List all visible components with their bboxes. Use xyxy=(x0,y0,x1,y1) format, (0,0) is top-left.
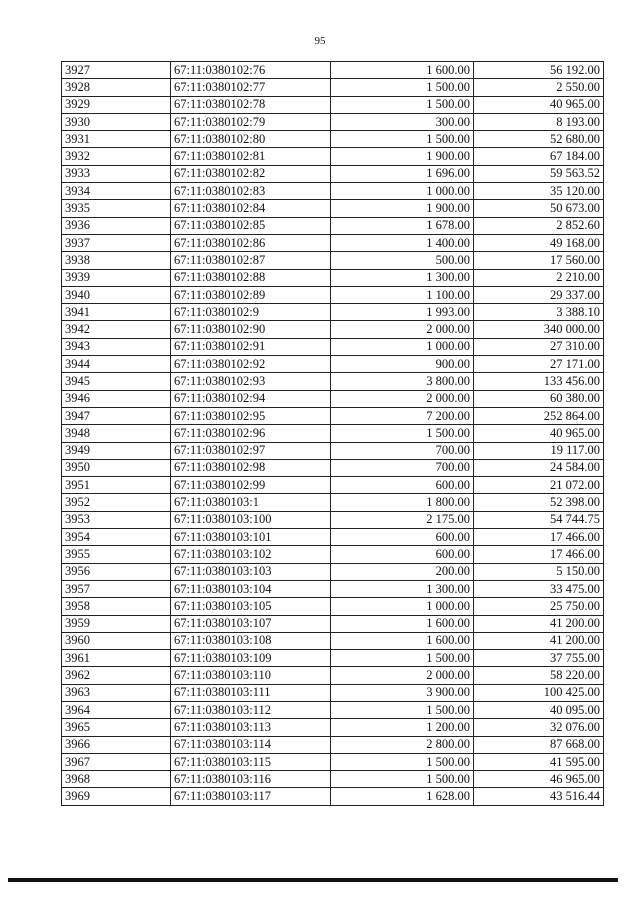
table-row xyxy=(62,425,604,442)
row-number-cell: 3951 xyxy=(62,477,171,494)
area-cell: 1 600.00 xyxy=(331,632,474,649)
value-cell: 58 220.00 xyxy=(474,667,604,684)
page-number: 95 xyxy=(314,35,326,47)
table-row xyxy=(62,632,604,649)
value-cell: 252 864.00 xyxy=(474,407,604,424)
row-number-cell: 3961 xyxy=(62,650,171,667)
cadastral-number-cell: 67:11:0380103:105 xyxy=(171,598,331,615)
table-row xyxy=(62,234,604,251)
row-number-cell: 3937 xyxy=(62,234,171,251)
area-cell: 7 200.00 xyxy=(331,407,474,424)
area-cell: 600.00 xyxy=(331,529,474,546)
table-row xyxy=(62,684,604,701)
row-number-cell: 3969 xyxy=(62,788,171,805)
area-cell: 700.00 xyxy=(331,442,474,459)
row-number-cell: 3960 xyxy=(62,632,171,649)
table-row xyxy=(62,390,604,407)
table-row xyxy=(62,563,604,580)
area-cell: 1 500.00 xyxy=(331,131,474,148)
value-cell: 17 466.00 xyxy=(474,546,604,563)
value-cell: 21 072.00 xyxy=(474,477,604,494)
cadastral-number-cell: 67:11:0380103:102 xyxy=(171,546,331,563)
cadastral-number-cell: 67:11:0380102:84 xyxy=(171,200,331,217)
area-cell: 1 200.00 xyxy=(331,719,474,736)
table-row xyxy=(62,113,604,130)
table-row xyxy=(62,736,604,753)
cadastral-number-cell: 67:11:0380102:89 xyxy=(171,286,331,303)
row-number-cell: 3944 xyxy=(62,356,171,373)
row-number-cell: 3947 xyxy=(62,407,171,424)
cadastral-number-cell: 67:11:0380102:76 xyxy=(171,62,331,79)
bottom-rule xyxy=(8,878,618,882)
value-cell: 27 310.00 xyxy=(474,338,604,355)
row-number-cell: 3966 xyxy=(62,736,171,753)
row-number-cell: 3953 xyxy=(62,511,171,528)
row-number-cell: 3931 xyxy=(62,131,171,148)
area-cell: 600.00 xyxy=(331,546,474,563)
table-row xyxy=(62,321,604,338)
area-cell: 200.00 xyxy=(331,563,474,580)
table-row xyxy=(62,96,604,113)
row-number-cell: 3968 xyxy=(62,771,171,788)
area-cell: 1 300.00 xyxy=(331,580,474,597)
row-number-cell: 3967 xyxy=(62,753,171,770)
value-cell: 25 750.00 xyxy=(474,598,604,615)
table-row xyxy=(62,701,604,718)
table-row xyxy=(62,753,604,770)
cadastral-number-cell: 67:11:0380103:1 xyxy=(171,494,331,511)
value-cell: 35 120.00 xyxy=(474,183,604,200)
value-cell: 17 466.00 xyxy=(474,529,604,546)
row-number-cell: 3945 xyxy=(62,373,171,390)
cadastral-number-cell: 67:11:0380103:107 xyxy=(171,615,331,632)
cadastral-number-cell: 67:11:0380102:82 xyxy=(171,165,331,182)
cadastral-number-cell: 67:11:0380103:113 xyxy=(171,719,331,736)
table-row xyxy=(62,598,604,615)
area-cell: 2 000.00 xyxy=(331,667,474,684)
table-row xyxy=(62,252,604,269)
row-number-cell: 3929 xyxy=(62,96,171,113)
cadastral-number-cell: 67:11:0380102:87 xyxy=(171,252,331,269)
cadastral-number-cell: 67:11:0380102:86 xyxy=(171,234,331,251)
area-cell: 1 993.00 xyxy=(331,304,474,321)
cadastral-number-cell: 67:11:0380102:78 xyxy=(171,96,331,113)
table-row xyxy=(62,131,604,148)
row-number-cell: 3933 xyxy=(62,165,171,182)
area-cell: 1 600.00 xyxy=(331,62,474,79)
table-row xyxy=(62,546,604,563)
row-number-cell: 3964 xyxy=(62,701,171,718)
cadastral-number-cell: 67:11:0380102:98 xyxy=(171,459,331,476)
value-cell: 41 595.00 xyxy=(474,753,604,770)
value-cell: 340 000.00 xyxy=(474,321,604,338)
row-number-cell: 3928 xyxy=(62,79,171,96)
value-cell: 29 337.00 xyxy=(474,286,604,303)
area-cell: 1 600.00 xyxy=(331,615,474,632)
area-cell: 2 175.00 xyxy=(331,511,474,528)
area-cell: 1 300.00 xyxy=(331,269,474,286)
value-cell: 100 425.00 xyxy=(474,684,604,701)
table-row xyxy=(62,719,604,736)
table-row xyxy=(62,771,604,788)
row-number-cell: 3946 xyxy=(62,390,171,407)
value-cell: 17 560.00 xyxy=(474,252,604,269)
table-row xyxy=(62,286,604,303)
row-number-cell: 3940 xyxy=(62,286,171,303)
value-cell: 87 668.00 xyxy=(474,736,604,753)
value-cell: 8 193.00 xyxy=(474,113,604,130)
value-cell: 40 965.00 xyxy=(474,425,604,442)
row-number-cell: 3950 xyxy=(62,459,171,476)
table-row xyxy=(62,494,604,511)
table-row xyxy=(62,183,604,200)
row-number-cell: 3962 xyxy=(62,667,171,684)
table-row xyxy=(62,200,604,217)
cadastral-table xyxy=(61,61,604,806)
area-cell: 1 000.00 xyxy=(331,338,474,355)
table-row xyxy=(62,356,604,373)
value-cell: 52 398.00 xyxy=(474,494,604,511)
area-cell: 600.00 xyxy=(331,477,474,494)
area-cell: 1 900.00 xyxy=(331,200,474,217)
row-number-cell: 3956 xyxy=(62,563,171,580)
value-cell: 52 680.00 xyxy=(474,131,604,148)
row-number-cell: 3932 xyxy=(62,148,171,165)
table-row xyxy=(62,148,604,165)
table-row xyxy=(62,580,604,597)
value-cell: 2 210.00 xyxy=(474,269,604,286)
area-cell: 700.00 xyxy=(331,459,474,476)
area-cell: 1 000.00 xyxy=(331,598,474,615)
value-cell: 40 965.00 xyxy=(474,96,604,113)
table-row xyxy=(62,217,604,234)
value-cell: 133 456.00 xyxy=(474,373,604,390)
cadastral-number-cell: 67:11:0380102:95 xyxy=(171,407,331,424)
area-cell: 1 900.00 xyxy=(331,148,474,165)
row-number-cell: 3963 xyxy=(62,684,171,701)
cadastral-number-cell: 67:11:0380103:112 xyxy=(171,701,331,718)
row-number-cell: 3942 xyxy=(62,321,171,338)
row-number-cell: 3955 xyxy=(62,546,171,563)
cadastral-number-cell: 67:11:0380103:110 xyxy=(171,667,331,684)
row-number-cell: 3954 xyxy=(62,529,171,546)
row-number-cell: 3939 xyxy=(62,269,171,286)
area-cell: 2 000.00 xyxy=(331,390,474,407)
area-cell: 1 000.00 xyxy=(331,183,474,200)
value-cell: 3 388.10 xyxy=(474,304,604,321)
table-row xyxy=(62,79,604,96)
area-cell: 1 500.00 xyxy=(331,79,474,96)
cadastral-number-cell: 67:11:0380102:94 xyxy=(171,390,331,407)
value-cell: 54 744.75 xyxy=(474,511,604,528)
value-cell: 50 673.00 xyxy=(474,200,604,217)
row-number-cell: 3927 xyxy=(62,62,171,79)
area-cell: 1 678.00 xyxy=(331,217,474,234)
area-cell: 1 696.00 xyxy=(331,165,474,182)
cadastral-number-cell: 67:11:0380102:9 xyxy=(171,304,331,321)
row-number-cell: 3941 xyxy=(62,304,171,321)
row-number-cell: 3949 xyxy=(62,442,171,459)
row-number-cell: 3965 xyxy=(62,719,171,736)
row-number-cell: 3936 xyxy=(62,217,171,234)
table-row xyxy=(62,62,604,79)
table-row xyxy=(62,269,604,286)
area-cell: 1 500.00 xyxy=(331,425,474,442)
area-cell: 1 500.00 xyxy=(331,650,474,667)
area-cell: 500.00 xyxy=(331,252,474,269)
row-number-cell: 3957 xyxy=(62,580,171,597)
area-cell: 1 500.00 xyxy=(331,753,474,770)
row-number-cell: 3934 xyxy=(62,183,171,200)
value-cell: 19 117.00 xyxy=(474,442,604,459)
table-body xyxy=(62,62,604,806)
cadastral-number-cell: 67:11:0380102:99 xyxy=(171,477,331,494)
row-number-cell: 3935 xyxy=(62,200,171,217)
area-cell: 1 400.00 xyxy=(331,234,474,251)
table-row xyxy=(62,442,604,459)
table-row xyxy=(62,304,604,321)
table-row xyxy=(62,338,604,355)
cadastral-number-cell: 67:11:0380102:79 xyxy=(171,113,331,130)
value-cell: 56 192.00 xyxy=(474,62,604,79)
value-cell: 59 563.52 xyxy=(474,165,604,182)
table-row xyxy=(62,667,604,684)
cadastral-number-cell: 67:11:0380102:80 xyxy=(171,131,331,148)
value-cell: 37 755.00 xyxy=(474,650,604,667)
cadastral-number-cell: 67:11:0380103:108 xyxy=(171,632,331,649)
row-number-cell: 3948 xyxy=(62,425,171,442)
value-cell: 41 200.00 xyxy=(474,615,604,632)
area-cell: 300.00 xyxy=(331,113,474,130)
value-cell: 67 184.00 xyxy=(474,148,604,165)
cadastral-number-cell: 67:11:0380103:104 xyxy=(171,580,331,597)
area-cell: 3 800.00 xyxy=(331,373,474,390)
value-cell: 2 550.00 xyxy=(474,79,604,96)
value-cell: 27 171.00 xyxy=(474,356,604,373)
cadastral-number-cell: 67:11:0380102:77 xyxy=(171,79,331,96)
area-cell: 1 500.00 xyxy=(331,771,474,788)
value-cell: 33 475.00 xyxy=(474,580,604,597)
value-cell: 46 965.00 xyxy=(474,771,604,788)
area-cell: 2 800.00 xyxy=(331,736,474,753)
value-cell: 24 584.00 xyxy=(474,459,604,476)
value-cell: 49 168.00 xyxy=(474,234,604,251)
area-cell: 900.00 xyxy=(331,356,474,373)
value-cell: 32 076.00 xyxy=(474,719,604,736)
table-row xyxy=(62,615,604,632)
cadastral-number-cell: 67:11:0380103:117 xyxy=(171,788,331,805)
cadastral-number-cell: 67:11:0380102:97 xyxy=(171,442,331,459)
area-cell: 1 500.00 xyxy=(331,96,474,113)
cadastral-number-cell: 67:11:0380103:103 xyxy=(171,563,331,580)
row-number-cell: 3943 xyxy=(62,338,171,355)
cadastral-number-cell: 67:11:0380102:91 xyxy=(171,338,331,355)
cadastral-number-cell: 67:11:0380102:81 xyxy=(171,148,331,165)
row-number-cell: 3959 xyxy=(62,615,171,632)
cadastral-number-cell: 67:11:0380103:116 xyxy=(171,771,331,788)
table-row xyxy=(62,477,604,494)
cadastral-number-cell: 67:11:0380102:85 xyxy=(171,217,331,234)
row-number-cell: 3930 xyxy=(62,113,171,130)
cadastral-number-cell: 67:11:0380103:114 xyxy=(171,736,331,753)
row-number-cell: 3938 xyxy=(62,252,171,269)
cadastral-number-cell: 67:11:0380102:90 xyxy=(171,321,331,338)
table-row xyxy=(62,165,604,182)
table-row xyxy=(62,459,604,476)
table-row xyxy=(62,407,604,424)
cadastral-number-cell: 67:11:0380103:100 xyxy=(171,511,331,528)
table-row xyxy=(62,511,604,528)
area-cell: 1 500.00 xyxy=(331,701,474,718)
cadastral-number-cell: 67:11:0380103:115 xyxy=(171,753,331,770)
value-cell: 41 200.00 xyxy=(474,632,604,649)
table-row xyxy=(62,788,604,805)
table-row xyxy=(62,529,604,546)
value-cell: 60 380.00 xyxy=(474,390,604,407)
value-cell: 43 516.44 xyxy=(474,788,604,805)
cadastral-number-cell: 67:11:0380103:101 xyxy=(171,529,331,546)
cadastral-number-cell: 67:11:0380102:83 xyxy=(171,183,331,200)
area-cell: 1 100.00 xyxy=(331,286,474,303)
table-row xyxy=(62,650,604,667)
row-number-cell: 3958 xyxy=(62,598,171,615)
cadastral-number-cell: 67:11:0380103:109 xyxy=(171,650,331,667)
row-number-cell: 3952 xyxy=(62,494,171,511)
cadastral-number-cell: 67:11:0380102:93 xyxy=(171,373,331,390)
value-cell: 5 150.00 xyxy=(474,563,604,580)
value-cell: 40 095.00 xyxy=(474,701,604,718)
value-cell: 2 852.60 xyxy=(474,217,604,234)
area-cell: 2 000.00 xyxy=(331,321,474,338)
area-cell: 1 628.00 xyxy=(331,788,474,805)
cadastral-number-cell: 67:11:0380102:96 xyxy=(171,425,331,442)
cadastral-number-cell: 67:11:0380103:111 xyxy=(171,684,331,701)
table-row xyxy=(62,373,604,390)
cadastral-number-cell: 67:11:0380102:88 xyxy=(171,269,331,286)
area-cell: 1 800.00 xyxy=(331,494,474,511)
area-cell: 3 900.00 xyxy=(331,684,474,701)
cadastral-number-cell: 67:11:0380102:92 xyxy=(171,356,331,373)
